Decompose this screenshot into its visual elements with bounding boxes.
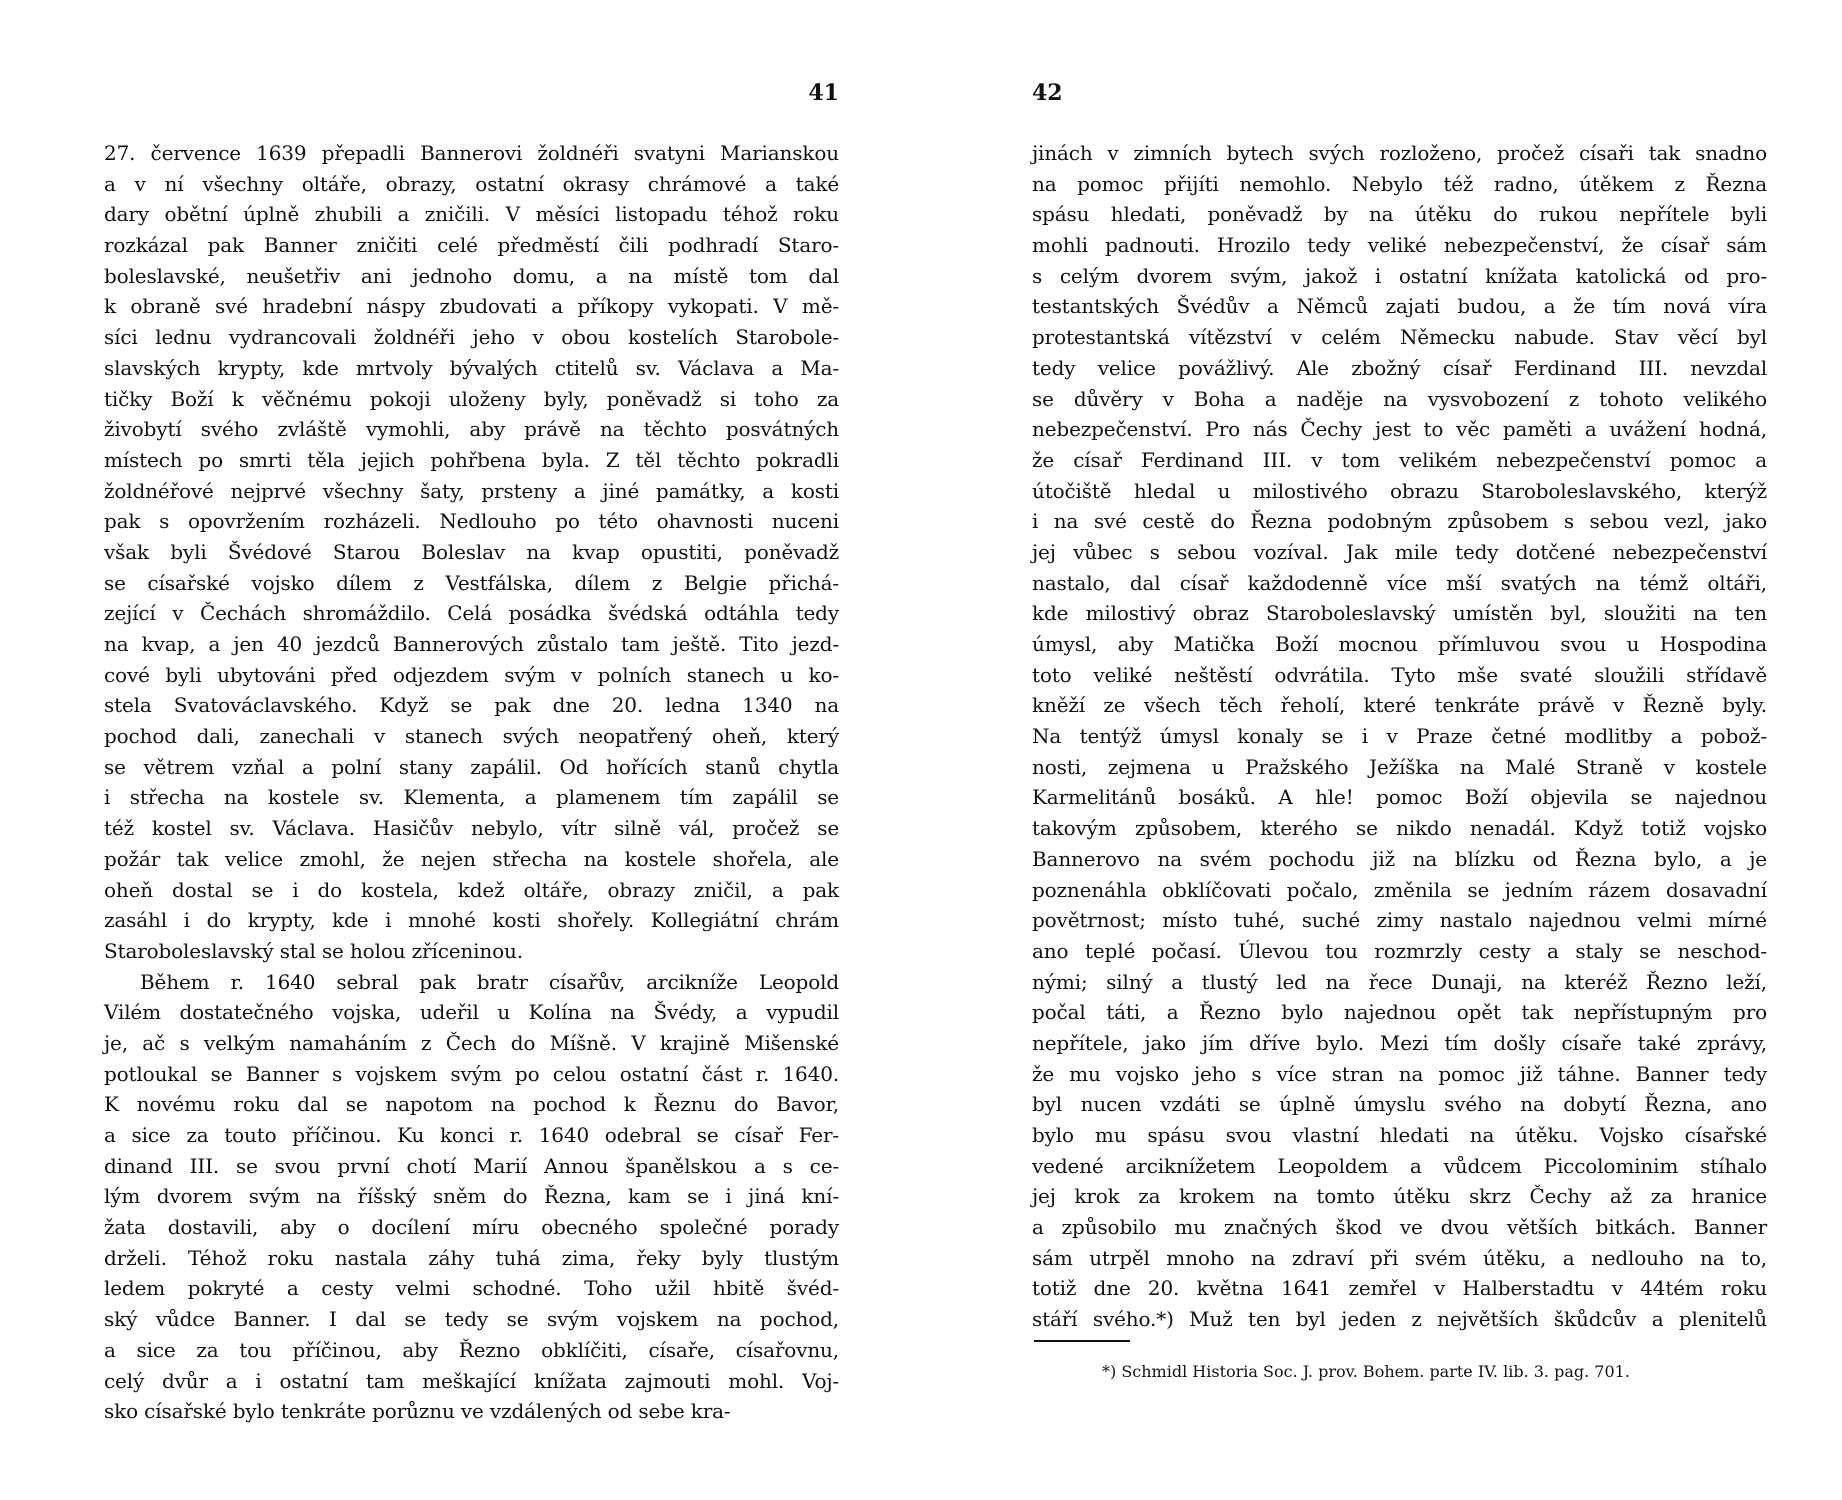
text-line: na pomoc přijíti nemohlo. Nebylo též radno, útěkem z Řezna [1032,171,1767,196]
page-number: 42 [1032,80,1063,106]
text-line: Vilém dostatečného vojska, udeřil u Kolína na Švédy, a vypudil [104,1000,839,1025]
text-line: i střecha na kostele sv. Klementa, a plamenem tím zapálil se [104,785,839,810]
footnote: *) Schmidl Historia Soc. J. prov. Bohem. parte IV. lib. 3. pag. 701. [1102,1362,1630,1381]
text-line: Na tentýž úmysl konaly se i v Praze četné modlitby a pobož- [1032,724,1767,749]
text-line: vedené arciknížetem Leopoldem a vůdcem Piccolominim stíhalo [1032,1153,1767,1178]
text-line: též kostel sv. Václava. Hasičův nebylo, vítr silně vál, pročež se [104,816,839,841]
text-line: zející v Čechách shromáždilo. Celá posádka švédská odtáhla tedy [104,601,839,626]
text-line: živobytí svého zvláště vymohli, aby právě na těchto posvátných [104,417,839,442]
text-line: povětrnost; místo tuhé, suché zimy nastalo najednou velmi mírné [1032,908,1767,933]
text-line: nosti, zejmena u Pražského Ježíška na Malé Straně v kostele [1032,754,1767,779]
text-line: tičky Boží k věčnému pokoji uloženy byly, poněvadž si toho za [104,386,839,411]
text-line: toto veliké neštěstí odvrátila. Tyto mše svaté sloužili střídavě [1032,662,1767,687]
text-line: Staroboleslavský stal se holou zříceninou. [104,938,523,963]
text-line: cové byli ubytováni před odjezdem svým v polních stanech u ko- [104,662,839,687]
text-line: ano teplé počasí. Úlevou tou rozmrzly cesty a staly se neschod- [1032,938,1767,963]
text-line: nastalo, dal císař každodenně více mší svatých na témž oltáři, [1032,570,1767,595]
text-line: je, ač s velkým namaháním z Čech do Míšně. V krajině Mišenské [104,1030,839,1055]
text-line: že císař Ferdinand III. v tom velikém nebezpečenství pomoc a [1032,447,1767,472]
text-line: lým dvorem svým na říšský sněm do Řezna, kam se i jiná kní- [104,1184,839,1209]
text-line: poznenáhla obklíčovati počalo, změnila se jedním rázem dosavadní [1032,877,1767,902]
text-line: potloukal se Banner s vojskem svým po celou ostatní část r. 1640. [104,1061,839,1086]
text-line: testantských Švédův a Němců zajati budou, a že tím nová víra [1032,294,1767,319]
text-line: Bannerovo na svém pochodu již na blízku od Řezna bylo, a je [1032,846,1767,871]
text-line: stela Svatováclavského. Když se pak dne 20. ledna 1340 na [104,693,839,718]
text-line: 27. července 1639 přepadli Bannerovi žoldnéři svatyni Marianskou [104,141,839,165]
text-line: boleslavské, neušetřiv ani jednoho domu, a na místě tom dal [104,263,839,288]
text-line: sám utrpěl mnoho na zdraví při svém útěku, a nedlouho na to, [1032,1245,1767,1270]
text-line: nepřítele, jako jím dříve bylo. Mezi tím došly císaře také zprávy, [1032,1030,1767,1055]
text-line: pak s opovržením rozházeli. Nedlouho po této ohavnosti nuceni [104,509,839,534]
text-line: a v ní všechny oltáře, obrazy, ostatní okrasy chrámové a také [104,171,839,196]
text-line: zasáhl i do krypty, kde i mnohé kosti shořely. Kollegiátní chrám [104,908,839,933]
footnote-divider [1034,1340,1130,1342]
text-line: tedy velice povážlivý. Ale zbožný císař Ferdinand III. nevzdal [1032,355,1767,380]
text-line: jinách v zimních bytech svých rozloženo, pročež císaři tak snadno [1032,141,1767,165]
text-line: pochod dali, zanechali v stanech svých neopatřený oheň, který [104,724,839,749]
text-line: počal táti, a Řezno bylo najednou opět tak nepřístupným pro [1032,1000,1767,1025]
text-line: K novému roku dal se napotom na pochod k Řeznu do Bavor, [104,1092,839,1117]
text-line: mohli padnouti. Hrozilo tedy veliké nebezpečenství, že císař sám [1032,233,1767,258]
page-number: 41 [808,80,839,106]
text-line: celý dvůr a i ostatní tam meškající knížata zajmouti mohl. Voj- [104,1368,839,1393]
text-line: nými; silný a tlustý led na řece Dunaji, na kteréž Řezno leží, [1032,969,1767,994]
text-line: úmysl, aby Matička Boží mocnou přímluvou svou u Hospodina [1032,632,1767,656]
text-line: a sice za touto příčinou. Ku konci r. 1640 odebral se císař Fer- [104,1123,839,1147]
text-line: drželi. Téhož roku nastala záhy tuhá zima, řeky byly tlustým [104,1245,839,1270]
text-line: Karmelitánů bosáků. A hle! pomoc Boží objevila se najednou [1032,785,1767,810]
text-line: žata dostavili, aby o docílení míru obecného společné porady [104,1215,839,1240]
text-line: však byli Švédové Starou Boleslav na kvap opustiti, poněvadž [104,539,839,564]
text-line: ský vůdce Banner. I dal se tedy se svým vojskem na pochod, [104,1307,839,1332]
text-line: se větrem vzňal a polní stany zapálil. Od hořících stanů chytla [104,754,839,779]
text-line: stáří svého.*) Muž ten byl jeden z největších škůdcův a plenitelů [1032,1307,1767,1332]
text-line: totiž dne 20. května 1641 zemřel v Halberstadtu v 44tém roku [1032,1276,1767,1301]
text-line: útočiště hledal u milostivého obrazu Staroboleslavského, kterýž [1032,478,1767,503]
text-line: rozkázal pak Banner zničiti celé předměstí čili podhradí Staro- [104,233,839,258]
text-line: se důvěry v Boha a naděje na vysvobození z tohoto velikého [1032,386,1767,411]
text-line: byl nucen vzdáti se úplně úmyslu svého na dobytí Řezna, ano [1032,1092,1767,1117]
text-line: a sice za tou příčinou, aby Řezno obklíčiti, císaře, císařovnu, [104,1337,839,1362]
text-line: takovým způsobem, kterého se nikdo nenadál. Když totiž vojsko [1032,816,1767,841]
text-line: bylo mu spásu svou vlastní hledati na útěku. Vojsko císařské [1032,1123,1767,1147]
text-line: sko císařské bylo tenkráte porůznu ve vzdálených od sebe kra- [104,1399,731,1424]
text-line: oheň dostal se i do kostela, kdež oltáře, obrazy zničil, a pak [104,877,839,902]
body-text [104,138,839,1427]
text-line: i na své cestě do Řezna podobným způsobem s sebou vezl, jako [1032,509,1767,534]
text-line: se císařské vojsko dílem z Vestfálska, dílem z Belgie přichá- [104,570,839,595]
text-line: spásu hledati, poněvadž by na útěku do rukou nepřítele byli [1032,202,1767,227]
text-line: požár tak velice zmohl, že nejen střecha na kostele shořela, ale [104,846,839,871]
text-line: kněží ze všech těch řeholí, které tenkráte právě v Řezně byly. [1032,693,1767,718]
text-line: slavských krypty, kde mrtvoly bývalých ctitelů sv. Václava a Ma- [104,355,839,380]
text-line: a způsobilo mu značných škod ve dvou větších bitkách. Banner [1032,1215,1767,1240]
text-line: síci lednu vydrancovali žoldnéři jeho v obou kostelích Starobole- [104,325,839,350]
text-line: dary obětní úplně zhubili a zničili. V měsíci listopadu téhož roku [104,202,839,227]
text-line: Během r. 1640 sebral pak bratr císařův, arcikníže Leopold [140,969,839,994]
text-line: jej vůbec s sebou vozíval. Jak mile tedy dotčené nebezpečenství [1032,539,1767,564]
text-line: na kvap, a jen 40 jezdců Bannerových zůstalo tam ještě. Tito jezd- [104,632,839,656]
text-line: s celým dvorem svým, jakož i ostatní knížata katolická od pro- [1032,263,1767,288]
text-line: k obraně své hradební náspy zbudovati a příkopy vykopati. V mě- [104,294,839,319]
body-text [1032,138,1767,1335]
text-line: jej krok za krokem na tomto útěku skrz Čechy až za hranice [1032,1184,1767,1209]
text-line: ledem pokryté a cesty velmi schodné. Toho užil hbitě švéd- [104,1276,839,1301]
text-line: žoldnéřové nejprvé všechny šaty, prsteny a jiné památky, a kosti [104,478,839,503]
text-line: protestantská vítězství v celém Německu nabude. Stav věcí byl [1032,325,1767,350]
text-line: dinand III. se svou první chotí Marií Annou španělskou a s ce- [104,1153,839,1178]
text-line: kde milostivý obraz Staroboleslavský umístěn byl, sloužiti na ten [1032,601,1767,626]
text-line: místech po smrti těla jejich pohřbena byla. Z těl těchto pokradli [104,447,839,472]
text-line: nebezpečenství. Pro nás Čechy jest to věc paměti a uvážení hodná, [1032,417,1767,442]
text-line: že mu vojsko jeho s více stran na pomoc již táhne. Banner tedy [1032,1061,1767,1086]
